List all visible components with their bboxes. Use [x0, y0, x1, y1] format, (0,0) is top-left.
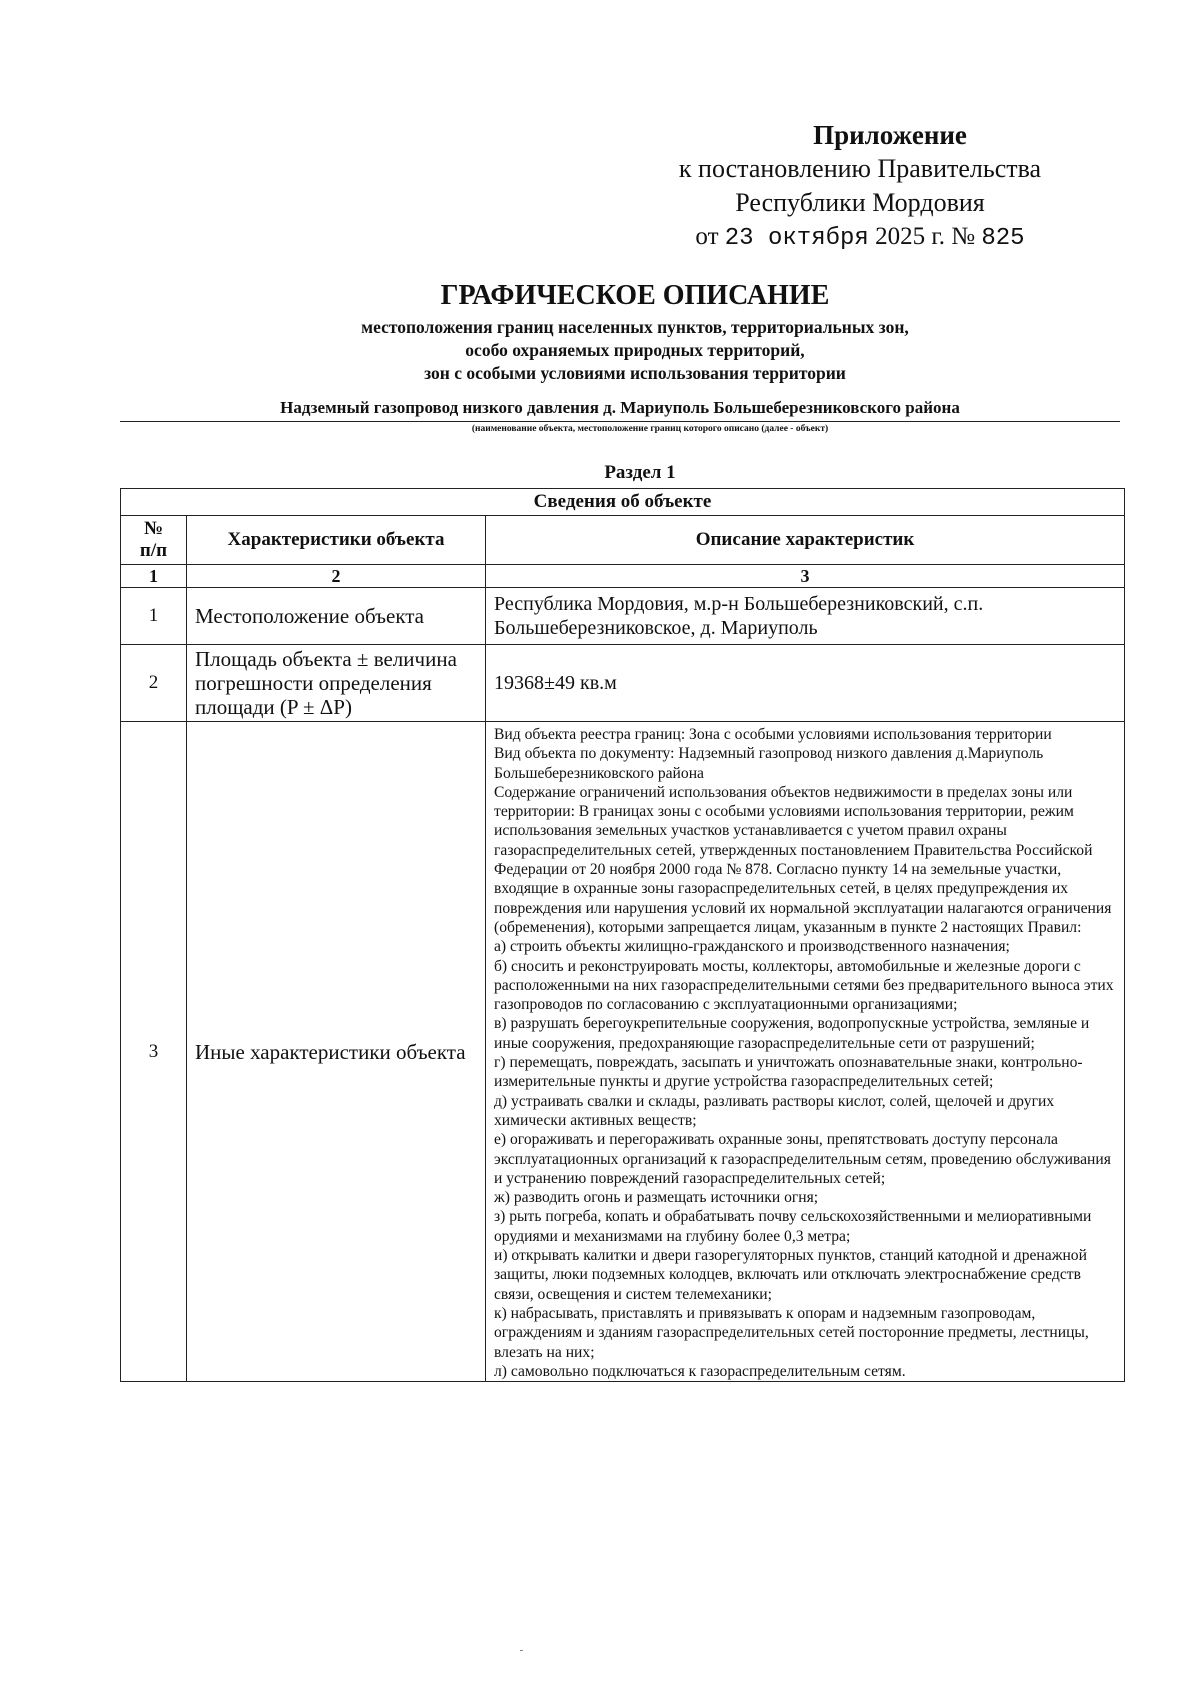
restriction-paragraph: к) набрасывать, приставлять и привязывать к опорам и надземным газопроводам, ограждениям и зданиям газораспределительных сетей посторонние предметы, лестницы, влезать на них; [494, 1304, 1089, 1361]
table-row [121, 588, 1125, 645]
header-number [121, 516, 187, 565]
appendix-header [650, 118, 1070, 256]
column-index: 1 [121, 565, 187, 588]
restriction-paragraph: Вид объекта реестра границ: Зона с особыми условиями использования территории [494, 726, 1052, 743]
restriction-paragraph: з) рыть погреба, копать и обрабатывать почву сельскохозяйственными и мелиоративными орудиями и механизмами на глубину более 0,3 метра; [494, 1208, 1092, 1245]
restriction-paragraph: д) устраивать свалки и склады, разливать растворы кислот, солей, щелочей и других химически активных веществ; [494, 1092, 1055, 1129]
section-label: Раздел 1 [604, 462, 676, 483]
order-number: 825 [981, 225, 1025, 252]
column-index-row [121, 565, 1125, 588]
table-header-row [121, 516, 1125, 565]
row-number: 2 [121, 645, 187, 722]
restriction-paragraph: л) самовольно подключаться к газораспределительным сетям. [494, 1362, 906, 1380]
table-caption: Сведения об объекте [121, 489, 1125, 516]
row-description: Республика Мордовия, м.р-н Большеберезниковский, с.п. Большеберезниковское, д. Мариуполь [486, 588, 1125, 645]
appendix-line-1: к постановлению Правительства [678, 154, 1042, 183]
column-index: 3 [486, 565, 1125, 588]
table-row [121, 645, 1125, 722]
appendix-title: Приложение [813, 120, 967, 150]
object-name: Надземный газопровод низкого давления д. Мариуполь Большеберезниковского района [280, 398, 960, 417]
row-number: 3 [121, 722, 187, 1382]
document-subtitle [0, 316, 1200, 385]
row-characteristic: Местоположение объекта [187, 588, 486, 645]
table-caption-row [121, 489, 1125, 516]
subtitle-line: особо охраняемых природных территорий, [465, 340, 805, 360]
document-title: ГРАФИЧЕСКОЕ ОПИСАНИЕ [440, 280, 830, 311]
scan-artifact [520, 1650, 523, 1651]
row-description: 19368±49 кв.м [486, 645, 1125, 722]
restriction-paragraph: в) разрушать берегоукрепительные сооружения, водопропускные устройства, земляные и иные сооружения, предохраняющие газораспределительные сети от разрушений; [494, 1015, 1090, 1052]
appendix-line-2: Республики Мордовия [735, 188, 985, 217]
restriction-paragraph: а) строить объекты жилищно-гражданского и производственного назначения; [494, 938, 1010, 956]
order-year: 2025 г. № [875, 223, 976, 250]
subtitle-line: зон с особыми условиями использования территории [424, 363, 846, 383]
restriction-paragraph: Вид объекта по документу: Надземный газопровод низкого давления д.Мариуполь Большеберезниковского района [494, 745, 1044, 782]
order-prefix: от [695, 223, 719, 250]
restriction-paragraph: б) сносить и реконструировать мосты, коллекторы, автомобильные и железные дороги с расположенными на них газораспределительными сетями без предварительного выноса этих газопроводов по согласованию с эксплуатационными организациями; [494, 957, 1114, 1014]
order-date: 23 октября [724, 225, 869, 252]
object-name-note: (наименование объекта, местоположение границ которого описано (далее - объект) [471, 424, 829, 434]
object-info-table [120, 488, 1125, 1382]
row-characteristic: Площадь объекта ± величина погрешности определения площади (P ± ΔP) [187, 645, 486, 722]
restriction-paragraph: и) открывать калитки и двери газорегуляторных пунктов, станций катодной и дренажной защиты, люки подземных колодцев, включать или отключать электроснабжение средств связи, освещения и систем телемеханики; [494, 1247, 1087, 1303]
appendix-order-line [650, 220, 1070, 256]
subtitle-line: местоположения границ населенных пунктов, территориальных зон, [361, 317, 909, 337]
header-number-line: п/п [139, 540, 168, 561]
object-name-underline [120, 421, 1120, 422]
table-row [121, 722, 1125, 1382]
restriction-paragraph: Содержание ограничений использования объектов недвижимости в пределах зоны или территории: В границах зоны с особыми условиями использования территории, режим использования земельных участков устанавливается с учетом правил охраны газораспределительных сетей, утвержденных постановлением Правительства Российской Федерации от 20 ноября 2000 года № 878. Согласно пункту 14 на земельные участки, входящие в охранные зоны газораспределительных сетей, в целях предупреждения их повреждения или нарушения условий их нормальной эксплуатации налагаются ограничения (обременения), которыми запрещается лицам, указанным в пункте 2 настоящих Правил: [494, 783, 1112, 936]
row-number: 1 [121, 588, 187, 645]
header-description: Описание характеристик [486, 516, 1125, 565]
row-characteristic: Иные характеристики объекта [187, 722, 486, 1382]
restriction-paragraph: г) перемещать, повреждать, засыпать и уничтожать опознавательные знаки, контрольно-измерительные пункты и другие устройства газораспределительных сетей; [494, 1054, 1083, 1091]
header-characteristic: Характеристики объекта [187, 516, 486, 565]
column-index: 2 [187, 565, 486, 588]
restriction-paragraph: е) огораживать и перегораживать охранные зоны, препятствовать доступу персонала эксплуатационных организаций к газораспределительным сетям, проведению обслуживания и устранению повреждений газораспределительных сетей; [494, 1131, 1111, 1187]
restriction-paragraph: ж) разводить огонь и размещать источники огня; [494, 1189, 819, 1207]
row-description [486, 722, 1125, 1382]
header-number-line: № [143, 518, 164, 539]
